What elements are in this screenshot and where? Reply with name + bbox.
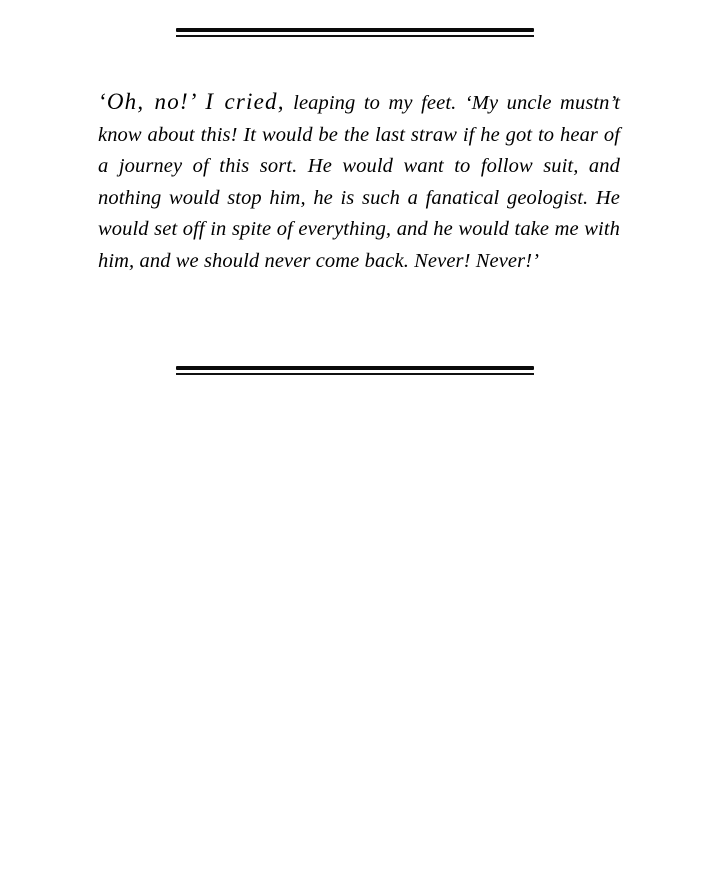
double-rule-bottom [176,366,534,376]
paragraph [98,86,620,277]
rule-thin-line [176,373,534,375]
body-text-block [98,86,620,277]
paragraph-lead-phrase: ‘Oh, no!’ I cried, [98,89,285,114]
rule-thick-line [176,366,534,370]
rule-thick-line [176,28,534,32]
paragraph-body: leaping to my feet. ‘My uncle mustn’t know about this! It would be the last straw if he got to hear of a journey of this sort. He would want to follow suit, and nothing would stop him, he is such a fanatical geologist. He would set off in spite of everything, and he would take me with him, and we should never come back. Never! Never!’ [98,92,620,272]
rule-thin-line [176,35,534,37]
double-rule-top [176,28,534,38]
